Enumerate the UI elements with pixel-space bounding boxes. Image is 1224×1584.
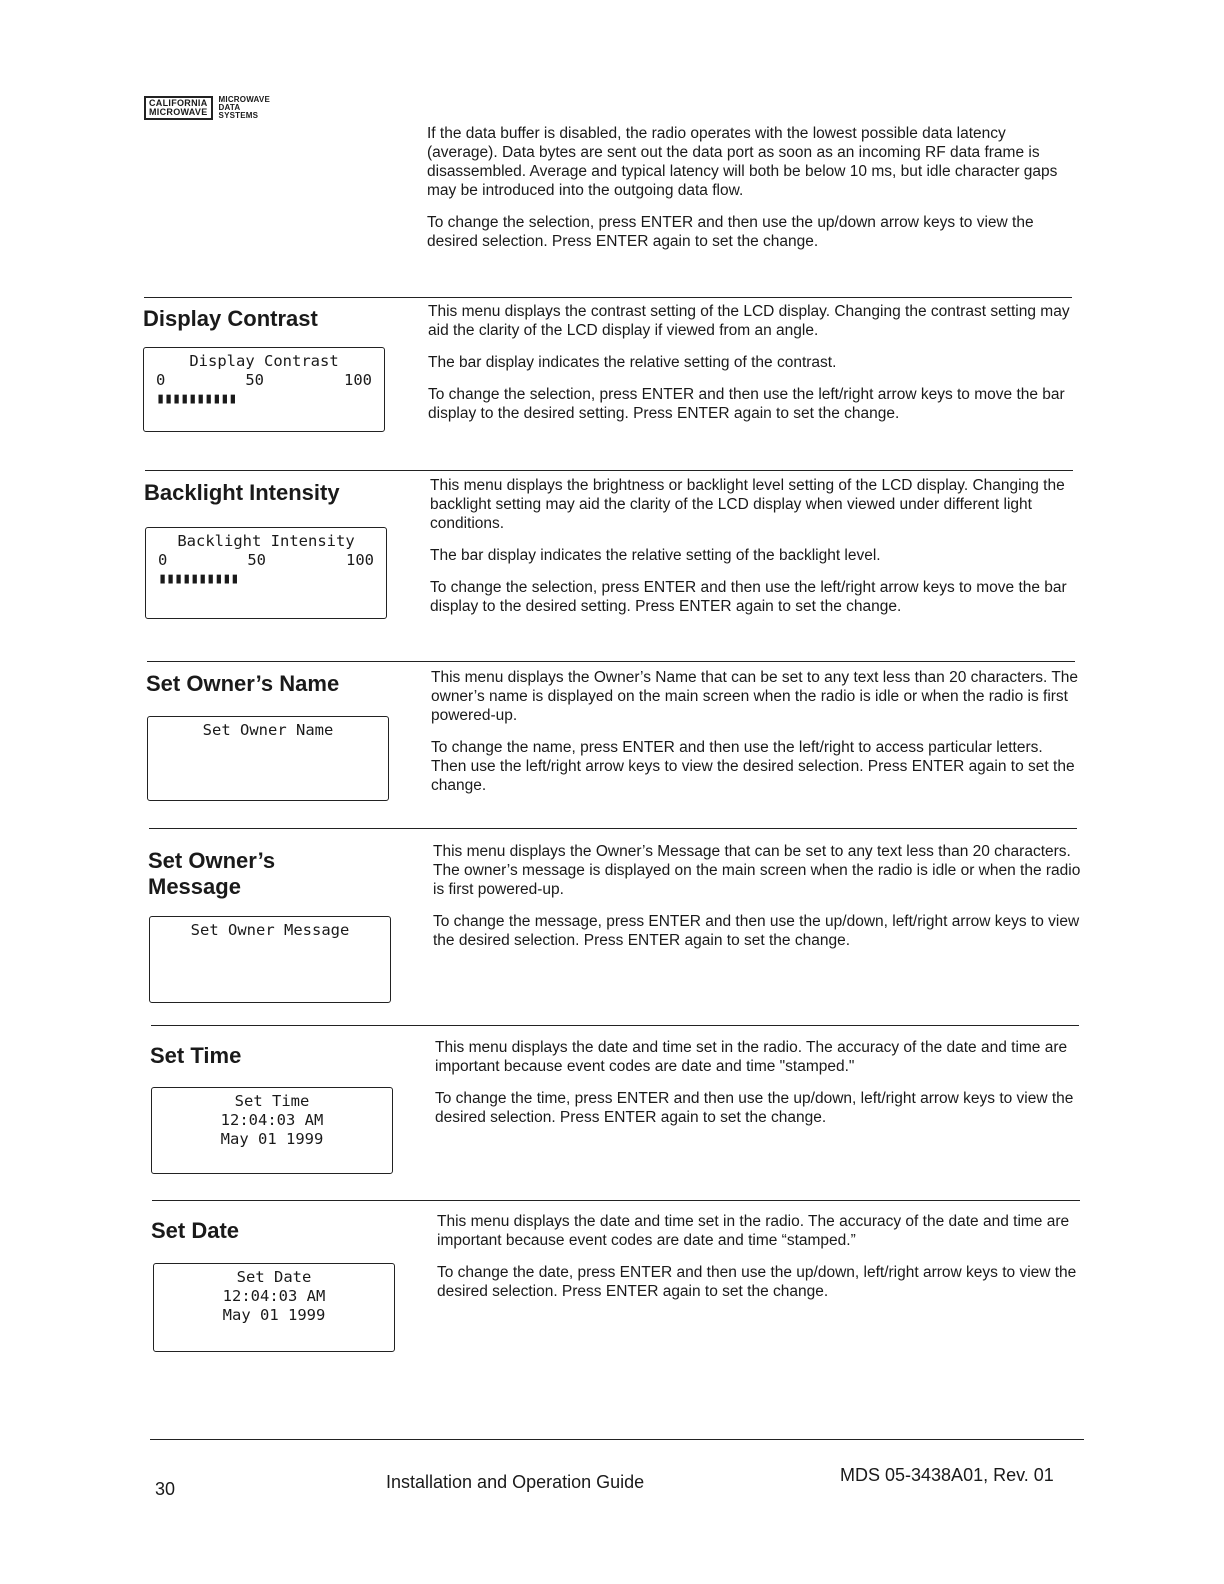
section-text [431, 668, 1079, 808]
lcd-time: 12:04:03 AM [220, 1111, 324, 1129]
section-text [435, 1038, 1083, 1140]
page-number: 30 [155, 1479, 176, 1499]
logo-box-line2: MICROWAVE [149, 107, 208, 117]
lcd-display [145, 527, 387, 619]
lcd-display [143, 347, 385, 432]
lcd-scale-max: 100 [345, 551, 374, 569]
intro-paragraph: If the data buffer is disabled, the radio operates with the lowest possible data latency (average). Data bytes are sent out the data port as soon as an incoming RF data frame is disassembled. Average and typical latency will both be below 10 ms, but idle character gaps may be introduced into the outgoing data flow. [427, 125, 1058, 199]
section-text [428, 302, 1076, 436]
section-title: Backlight Intensity [144, 480, 340, 505]
section-title: Set Time [150, 1043, 242, 1068]
lcd-title: Set Date [236, 1268, 312, 1286]
lcd-scale [156, 371, 372, 390]
lcd-time: 12:04:03 AM [222, 1287, 326, 1305]
section-divider [149, 828, 1077, 829]
section-paragraph: This menu displays the date and time set in the radio. The accuracy of the date and time are important because event codes are date and time “stamped.” [437, 1213, 1070, 1249]
section-paragraph: To change the name, press ENTER and then use the left/right to access particular letters. Then use the left/right arrow keys to view the desired selection. Press ENTER again to set the change. [431, 739, 1075, 794]
footer-doc-number: MDS 05-3438A01, Rev. 01 [840, 1465, 1054, 1485]
lcd-display [151, 1087, 393, 1174]
lcd-title: Set Owner Name [202, 721, 334, 739]
lcd-scale-mid: 50 [247, 551, 266, 569]
logo-words [219, 96, 270, 120]
section-paragraph: To change the time, press ENTER and then use the up/down, left/right arrow keys to view the desired selection. Press ENTER again to set the change. [435, 1090, 1074, 1126]
section-paragraph: This menu displays the contrast setting of the LCD display. Changing the contrast setting may aid the clarity of the LCD display if viewed from an angle. [428, 303, 1070, 339]
section-paragraph: This menu displays the Owner’s Name that can be set to any text less than 20 characters. The owner’s name is displayed on the main screen when the radio is idle or when the radio is first powered-up. [431, 669, 1079, 724]
lcd-display [149, 916, 391, 1003]
section-paragraph: To change the date, press ENTER and then use the up/down, left/right arrow keys to view the desired selection. Press ENTER again to set the change. [437, 1264, 1077, 1300]
section-divider [147, 661, 1075, 662]
section-paragraph: This menu displays the date and time set in the radio. The accuracy of the date and time are important because event codes are date and time "stamped." [435, 1039, 1068, 1075]
section-divider [151, 1025, 1079, 1026]
section-title: Set Date [151, 1218, 240, 1243]
footer-guide-title: Installation and Operation Guide [386, 1472, 645, 1492]
lcd-scale-min: 0 [158, 551, 168, 569]
lcd-title: Display Contrast [189, 352, 339, 370]
section-text [437, 1212, 1085, 1314]
section-divider [152, 1200, 1080, 1201]
company-logo [144, 96, 270, 120]
logo-word3: SYSTEMS [218, 111, 259, 120]
logo-word1: MICROWAVE [218, 95, 270, 104]
lcd-title: Set Owner Message [190, 921, 350, 939]
section-paragraph: The bar display indicates the relative setting of the backlight level. [430, 547, 881, 564]
section-paragraph: This menu displays the Owner’s Message that can be set to any text less than 20 characters. The owner’s message is displayed on the main screen when the radio is idle or when the radio is first powered-up. [433, 843, 1081, 898]
lcd-scale-mid: 50 [245, 371, 264, 389]
lcd-title: Set Time [234, 1092, 310, 1110]
section-paragraph: This menu displays the brightness or backlight level setting of the LCD display. Changing the backlight setting may aid the clarity of the LCD display when viewed under different light conditions. [430, 477, 1065, 532]
section-divider [144, 297, 1072, 298]
logo-box [144, 96, 213, 120]
lcd-date: May 01 1999 [222, 1306, 326, 1324]
section-title: Set Owner’s Name [146, 671, 340, 696]
intro-paragraph: To change the selection, press ENTER and then use the up/down arrow keys to view the desired selection. Press ENTER again to set the change. [427, 214, 1034, 250]
lcd-scale-min: 0 [156, 371, 166, 389]
section-title: Display Contrast [143, 306, 318, 331]
section-paragraph: To change the selection, press ENTER and then use the left/right arrow keys to move the bar display to the desired setting. Press ENTER again to set the change. [428, 386, 1065, 422]
section-divider [145, 470, 1073, 471]
intro-text [427, 124, 1077, 264]
section-text [430, 476, 1078, 629]
section-paragraph: To change the selection, press ENTER and then use the left/right arrow keys to move the bar display to the desired setting. Press ENTER again to set the change. [430, 579, 1067, 615]
lcd-title: Backlight Intensity [177, 532, 355, 550]
section-paragraph: The bar display indicates the relative setting of the contrast. [428, 354, 837, 371]
lcd-bar: ▮▮▮▮▮▮▮▮▮▮ [156, 389, 237, 407]
section-text [433, 842, 1081, 963]
footer-divider [150, 1439, 1084, 1440]
section-title: Set Owner’s Message [148, 848, 276, 899]
section-paragraph: To change the message, press ENTER and then use the up/down, left/right arrow keys to view the desired selection. Press ENTER again to set the change. [433, 913, 1080, 949]
lcd-date: May 01 1999 [220, 1130, 324, 1148]
lcd-display [147, 716, 389, 801]
lcd-scale-max: 100 [343, 371, 372, 389]
logo-word2: DATA [218, 103, 241, 112]
lcd-scale [158, 551, 374, 570]
lcd-display [153, 1263, 395, 1352]
logo-box-line1: CALIFORNIA [149, 98, 208, 108]
lcd-bar: ▮▮▮▮▮▮▮▮▮▮ [158, 569, 239, 587]
